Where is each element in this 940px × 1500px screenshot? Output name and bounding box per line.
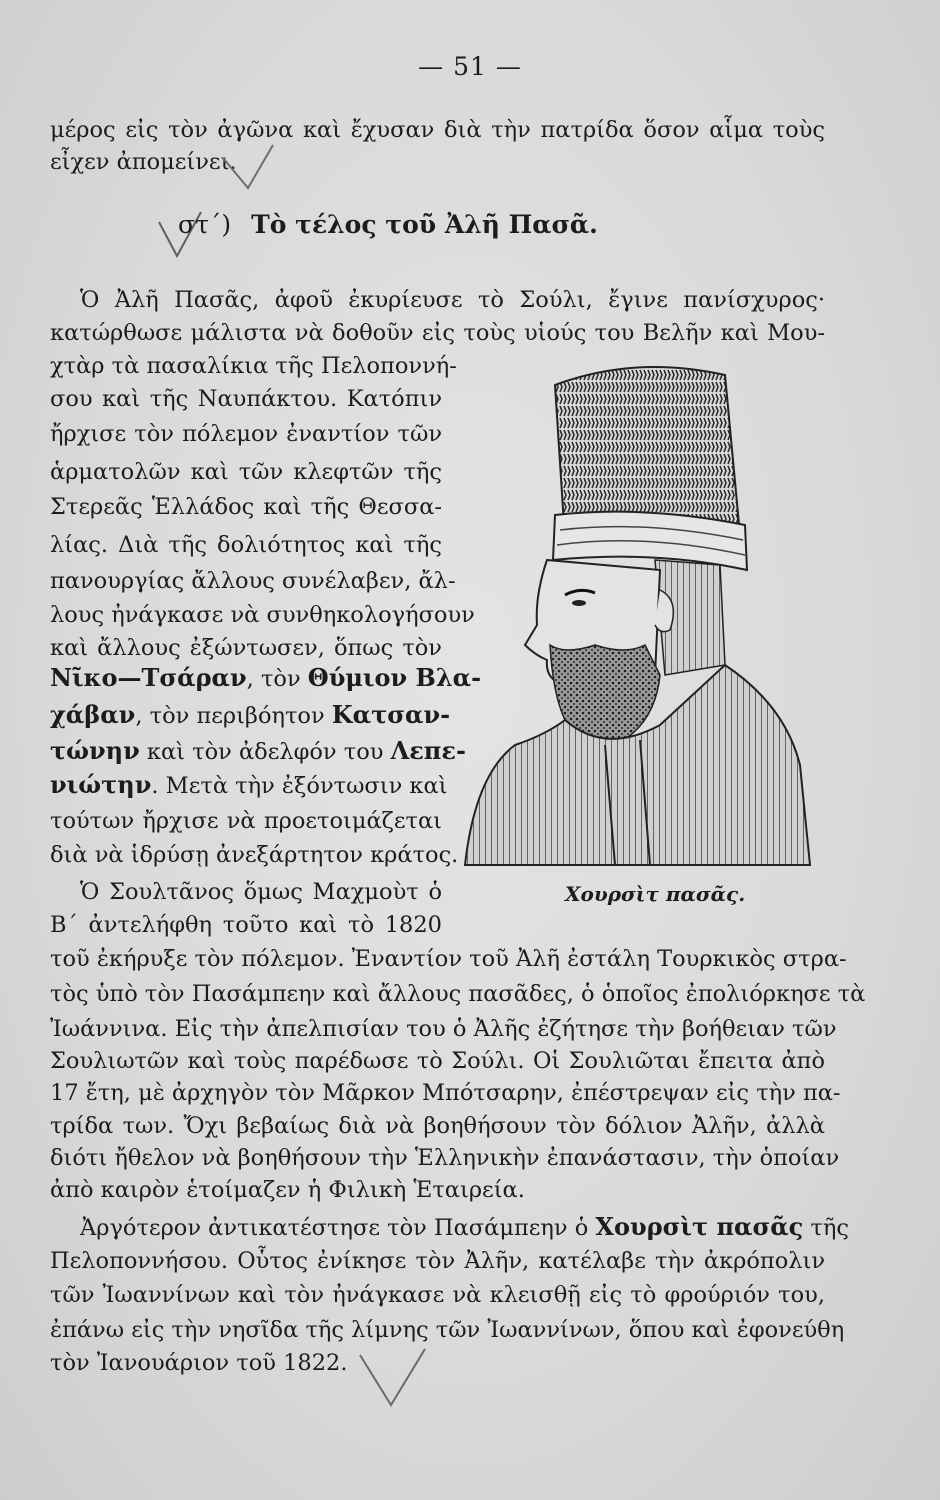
text-line [50, 736, 466, 767]
person-name: Κατσαν- [331, 700, 451, 729]
person-name: Νῖκο—Τσάραν [50, 663, 247, 692]
text-fragment: καὶ τὸν ἀδελφόν του [139, 739, 391, 765]
text-line: τρίδα των. Ὄχι βεβαίως διὰ νὰ βοηθήσουν τὸν δόλιον Ἀλῆν, ἀλλὰ [50, 1113, 825, 1139]
text-line: Β΄ ἀντελήφθη τοῦτο καὶ τὸ 1820 [50, 912, 442, 938]
section-title: Τὸ τέλος τοῦ Ἀλῆ Πασᾶ. [251, 210, 598, 239]
pencil-checkmark-icon [218, 140, 278, 195]
figure-caption: Χουρσὶτ πασᾶς. [565, 882, 746, 906]
text-line: Πελοποννήσου. Οὗτος ἐνίκησε τὸν Ἀλῆν, κατέλαβε τὴν ἀκρόπολιν [50, 1248, 825, 1274]
text-fragment: , τὸν περιβόητον [135, 703, 332, 729]
person-name: τώνην [50, 736, 140, 765]
text-line: Στερεᾶς Ἑλλάδος καὶ τῆς Θεσσα- [50, 494, 442, 520]
text-line: μέρος εἰς τὸν ἀγῶνα καὶ ἔχυσαν διὰ τὴν πατρίδα ὅσον αἷμα τοὺς [50, 117, 825, 143]
text-line: Ὁ Σουλτᾶνος ὅμως Μαχμοὺτ ὁ [80, 879, 442, 905]
text-line: Ὁ Ἀλῆ Πασᾶς, ἀφοῦ ἐκυρίευσε τὸ Σούλι, ἔγινε πανίσχυρος· [80, 287, 825, 313]
text-line: εἶχεν ἀπομείνει. [50, 149, 237, 175]
portrait-engraving [455, 345, 825, 885]
text-line: σου καὶ τῆς Ναυπάκτου. Κατόπιν [50, 386, 442, 412]
text-line: διὰ νὰ ἱδρύσῃ ἀνεξάρτητον κράτος. [50, 842, 459, 868]
text-line: τὸς ὑπὸ τὸν Πασάμπεην καὶ ἄλλους πασᾶδες, ὁ ὁποῖος ἐπολιόρκησε τὰ [50, 981, 866, 1007]
text-line: Ἰωάννινα. Εἰς τὴν ἀπελπισίαν του ὁ Ἀλῆς ἐζήτησε τὴν βοήθειαν τῶν [50, 1016, 837, 1042]
text-line [50, 663, 482, 694]
page-number: — 51 — [418, 52, 522, 81]
text-line: πανουργίας ἄλλους συνέλαβεν, ἄλ- [50, 568, 456, 594]
text-line: τοῦ ἐκήρυξε τὸν πόλεμον. Ἐναντίον τοῦ Ἀλῆ ἐστάλη Τουρκικὸς στρα- [50, 946, 847, 972]
person-name: χάβαν [50, 700, 136, 729]
text-line: κατώρθωσε μάλιστα νὰ δοθοῦν εἰς τοὺς υἱούς του Βελῆν καὶ Μου- [50, 320, 825, 346]
person-name: Θύμιον Βλα- [307, 663, 482, 692]
text-line: διότι ἤθελον νὰ βοηθήσουν τὴν Ἑλληνικὴν ἐπανάστασιν, τὴν ὁποίαν [50, 1145, 840, 1171]
text-fragment: . Μετὰ τὴν ἐξόντωσιν καὶ [151, 773, 448, 799]
person-name: Χουρσὶτ πασᾶς [595, 1212, 804, 1241]
text-line: Σουλιωτῶν καὶ τοὺς παρέδωσε τὸ Σούλι. Οἱ Σουλιῶται ἔπειτα ἀπὸ [50, 1048, 825, 1074]
text-line: χτὰρ τὰ πασαλίκια τῆς Πελοποννή- [50, 353, 457, 379]
text-line: καὶ ἄλλους ἐξώντωσεν, ὅπως τὸν [50, 635, 442, 661]
text-line [50, 770, 448, 801]
text-line: τούτων ἤρχισε νὰ προετοιμάζεται [50, 808, 442, 834]
text-line: ἐπάνω εἰς τὴν νησῖδα τῆς λίμνης τῶν Ἰωαννίνων, ὅπου καὶ ἐφονεύθη [50, 1317, 845, 1343]
text-line: ἤρχισε τὸν πόλεμον ἐναντίον τῶν [50, 421, 442, 447]
text-line: 17 ἔτη, μὲ ἀρχηγὸν τὸν Μᾶρκον Μπότσαρην, ἐπέστρεψαν εἰς τὴν πα- [50, 1080, 841, 1106]
text-fragment: , τὸν [246, 666, 308, 692]
text-line: λίας. Διὰ τῆς δολιότητος καὶ τῆς [50, 532, 442, 558]
text-line [50, 700, 451, 731]
text-line [50, 1212, 849, 1243]
section-heading [178, 210, 598, 239]
text-line: ἁρματολῶν καὶ τῶν κλεφτῶν τῆς [50, 459, 442, 485]
text-fragment: Ἀργότερον ἀντικατέστησε τὸν Πασάμπεην ὁ [80, 1215, 596, 1241]
pencil-checkmark-icon [355, 1345, 430, 1410]
text-line: τὸν Ἰανουάριον τοῦ 1822. [50, 1350, 348, 1376]
person-name: νιώτην [50, 770, 152, 799]
text-line: λους ἠνάγκασε νὰ συνθηκολογήσουν [50, 602, 475, 628]
section-number: στ΄) [178, 210, 232, 239]
text-line: τῶν Ἰωαννίνων καὶ τὸν ἠνάγκασε νὰ κλεισθῇ εἰς τὸ φρούριόν του, [50, 1282, 825, 1308]
text-fragment: τῆς [803, 1215, 849, 1241]
text-line: ἀπὸ καιρὸν ἑτοίμαζεν ἡ Φιλικὴ Ἑταιρεία. [50, 1177, 525, 1203]
person-name: Λεπε- [390, 736, 466, 765]
